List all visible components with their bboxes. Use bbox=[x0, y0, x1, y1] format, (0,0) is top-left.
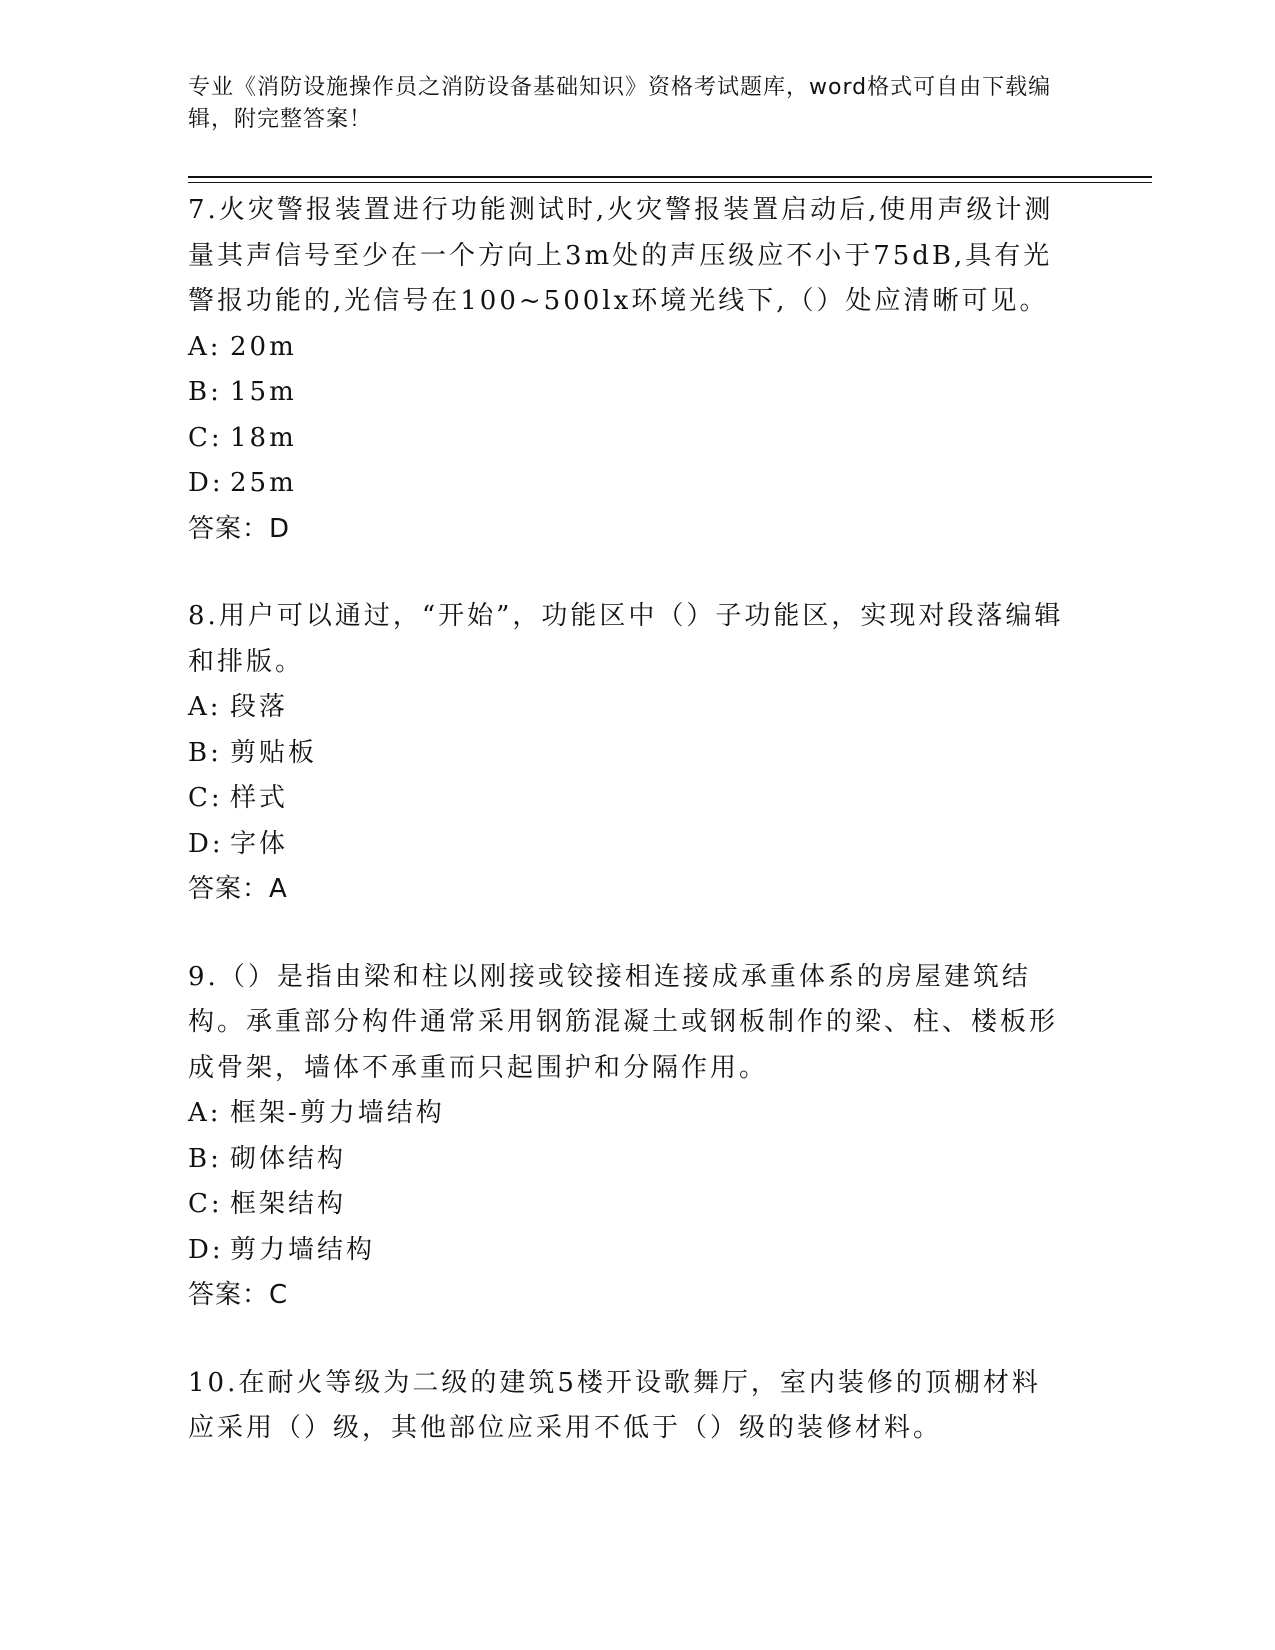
option-letter: A: bbox=[188, 331, 222, 362]
option-letter: B: bbox=[188, 1143, 222, 1174]
question-text bbox=[188, 594, 1068, 685]
question-text bbox=[188, 1361, 1068, 1452]
header-divider bbox=[188, 176, 1152, 183]
option-text: 20m bbox=[230, 331, 297, 362]
document-header: 专业《消防设施操作员之消防设备基础知识》资格考试题库，word格式可自由下载编辑，附完整答案！ bbox=[188, 75, 1052, 132]
option-letter: B: bbox=[188, 377, 222, 407]
option-letter: A: bbox=[188, 692, 222, 722]
option-text: 剪力墙结构 bbox=[230, 1234, 376, 1265]
option-c bbox=[188, 1182, 1068, 1228]
question-body: 火灾警报装置进行功能测试时,火灾警报装置启动后,使用声级计测量其声信号至少在一个方向上3m处的声压级应不小于75dB,具有光警报功能的,光信号在100~500lx环境光线下,（）处应清晰可见。 bbox=[188, 195, 1054, 316]
option-d bbox=[188, 461, 1068, 507]
question-10 bbox=[188, 1361, 1068, 1452]
option-d bbox=[188, 822, 1068, 868]
option-b bbox=[188, 370, 1068, 416]
question-number: 7. bbox=[188, 195, 219, 225]
option-text: 框架结构 bbox=[230, 1189, 347, 1219]
option-letter: C: bbox=[188, 422, 223, 453]
option-text: 15m bbox=[230, 377, 297, 407]
question-number: 10. bbox=[188, 1367, 239, 1398]
answer-line: 答案：A bbox=[188, 874, 288, 904]
option-text: 框架-剪力墙结构 bbox=[230, 1098, 445, 1128]
option-letter: D: bbox=[188, 468, 224, 498]
option-letter: D: bbox=[188, 828, 224, 859]
answer-line: 答案：C bbox=[188, 1280, 289, 1310]
question-body: 用户可以通过，“开始”，功能区中（）子功能区，实现对段落编辑和排版。 bbox=[188, 601, 1064, 677]
question-body: （）是指由梁和柱以刚接或铰接相连接成承重体系的房屋建筑结构。承重部分构件通常采用钢筋混凝土或钢板制作的梁、柱、楼板形成骨架，墙体不承重而只起围护和分隔作用。 bbox=[188, 961, 1059, 1083]
option-letter: A: bbox=[188, 1098, 222, 1128]
option-letter: C: bbox=[188, 783, 223, 813]
option-text: 砌体结构 bbox=[230, 1143, 347, 1174]
question-9 bbox=[188, 955, 1068, 1319]
question-body: 在耐火等级为二级的建筑5楼开设歌舞厅，室内装修的顶棚材料应采用（）级，其他部位应采用不低于（）级的装修材料。 bbox=[188, 1367, 1041, 1443]
option-b bbox=[188, 1137, 1068, 1183]
option-letter: C: bbox=[188, 1189, 223, 1219]
option-a bbox=[188, 325, 1068, 371]
option-c bbox=[188, 776, 1068, 822]
option-letter: B: bbox=[188, 737, 222, 768]
option-text: 段落 bbox=[230, 692, 289, 722]
option-letter: D: bbox=[188, 1234, 224, 1265]
question-text bbox=[188, 955, 1068, 1092]
question-number: 8. bbox=[188, 601, 219, 631]
option-b bbox=[188, 731, 1068, 777]
question-text bbox=[188, 188, 1068, 325]
option-text: 剪贴板 bbox=[230, 737, 318, 768]
question-8 bbox=[188, 594, 1068, 913]
option-a bbox=[188, 1091, 1068, 1137]
option-text: 18m bbox=[230, 422, 297, 453]
option-text: 25m bbox=[230, 468, 297, 498]
option-c bbox=[188, 416, 1068, 462]
option-text: 字体 bbox=[230, 828, 289, 859]
question-7 bbox=[188, 188, 1068, 552]
question-list bbox=[188, 188, 1068, 1494]
option-d bbox=[188, 1228, 1068, 1274]
option-a bbox=[188, 685, 1068, 731]
question-number: 9. bbox=[188, 961, 219, 992]
option-text: 样式 bbox=[230, 783, 289, 813]
answer-line: 答案：D bbox=[188, 513, 291, 544]
